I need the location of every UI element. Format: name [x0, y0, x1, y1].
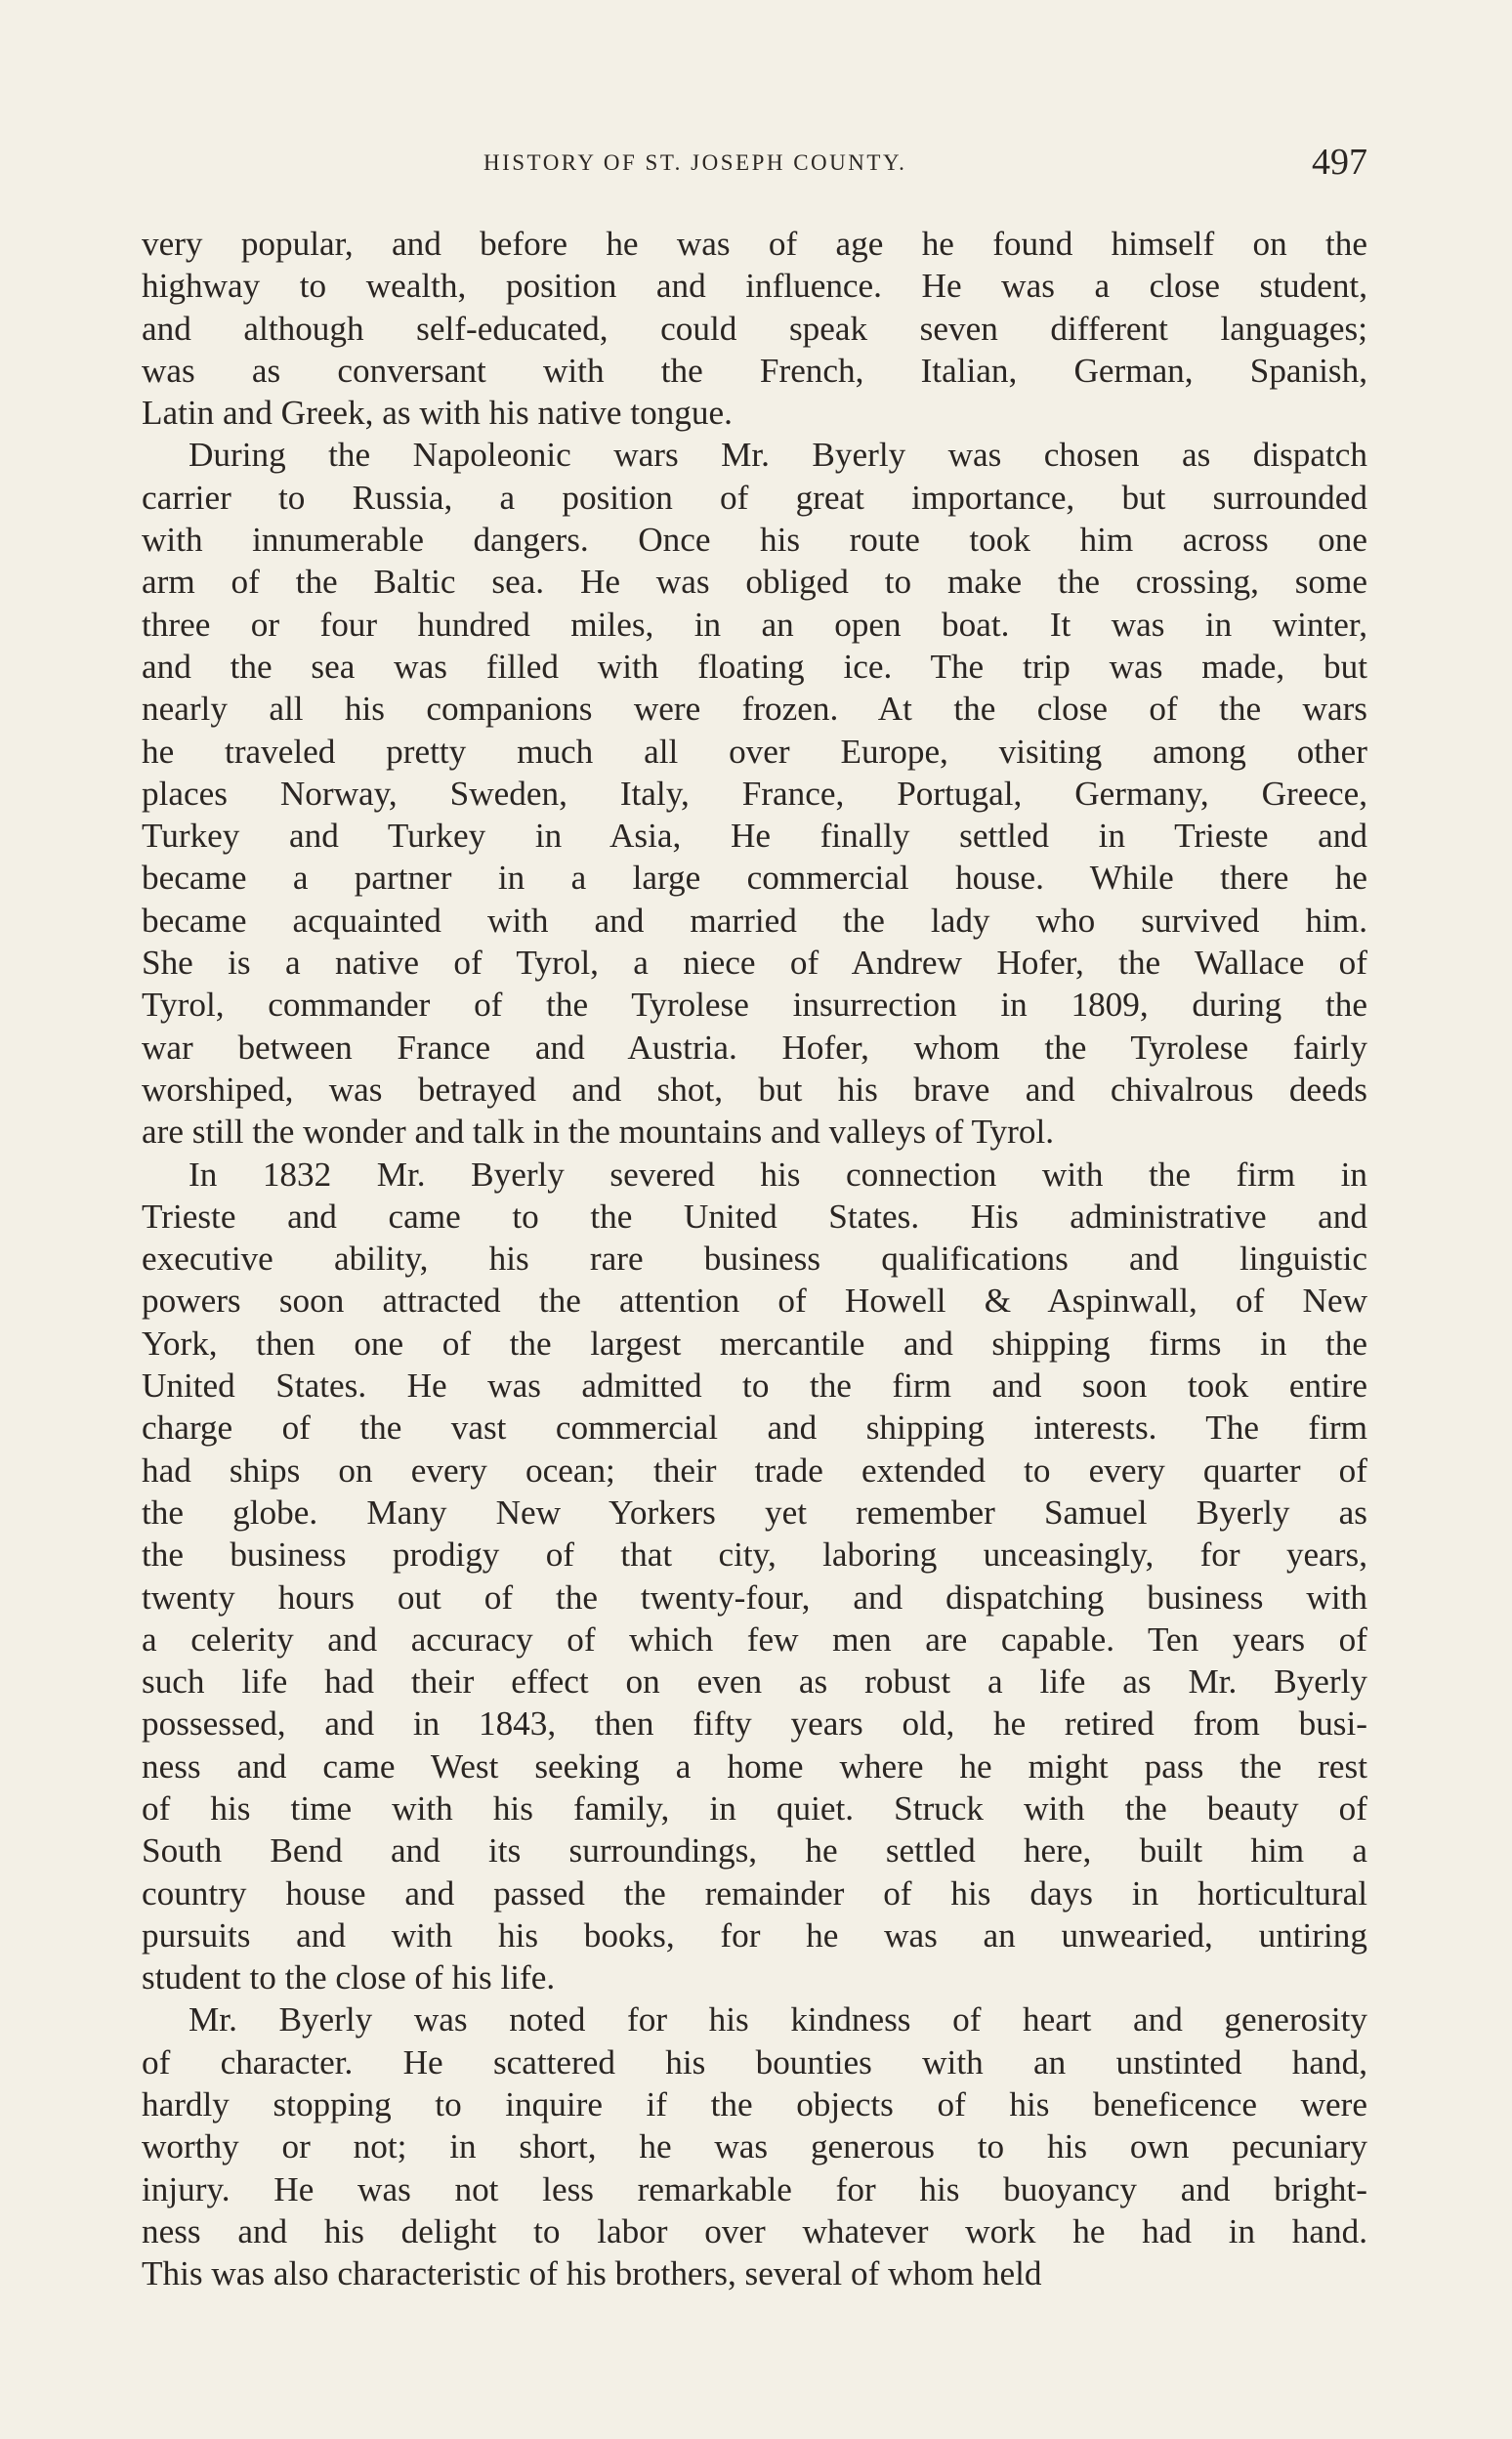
text-line: was as conversant with the French, Italian, German, Spanish, [142, 351, 1367, 390]
text-line: ness and his delight to labor over whatever work he had in hand. [142, 2211, 1367, 2250]
text-line: very popular, and before he was of age he found himself on the [142, 225, 1367, 263]
text-line: South Bend and its surroundings, he settled here, built him a [142, 1831, 1367, 1871]
running-head [142, 142, 1367, 184]
text-line: Mr. Byerly was noted for his kindness of heart and generosity [189, 2000, 1367, 2040]
text-line: are still the wonder and talk in the mountains and valleys of Tyrol. [142, 1113, 1055, 1152]
paragraph [142, 1998, 1367, 2294]
paragraph [142, 434, 1367, 1153]
text-line: became acquainted with and married the lady who survived him. [142, 901, 1367, 940]
text-line: Turkey and Turkey in Asia, He finally settled in Trieste and [142, 817, 1367, 856]
text-line: became a partner in a large commercial house. While there he [142, 859, 1367, 898]
paragraph [142, 1154, 1367, 1999]
text-line: hardly stopping to inquire if the objects of his beneficence were [142, 2085, 1367, 2124]
text-line: of character. He scattered his bounties with an unstinted hand, [142, 2042, 1367, 2082]
text-line: carrier to Russia, a position of great importance, but surrounded [142, 478, 1367, 517]
text-line: worthy or not; in short, he was generous to his own pecuniary [142, 2127, 1367, 2166]
text-line: arm of the Baltic sea. He was obliged to make the crossing, some [142, 563, 1367, 602]
text-line: such life had their effect on even as robust a life as Mr. Byerly [142, 1662, 1367, 1702]
text-line: This was also characteristic of his brothers, several of whom held [142, 2254, 1042, 2293]
text-line: nearly all his companions were frozen. At the close of the wars [142, 690, 1367, 729]
text-line: In 1832 Mr. Byerly severed his connection with the firm in [189, 1155, 1367, 1194]
text-line: twenty hours out of the twenty-four, and dispatching business with [142, 1577, 1367, 1617]
text-line: executive ability, his rare business qualifications and linguistic [142, 1240, 1367, 1279]
text-line: Tyrol, commander of the Tyrolese insurrection in 1809, during the [142, 986, 1367, 1025]
text-line: injury. He was not less remarkable for his buoyancy and bright- [142, 2169, 1367, 2208]
text-line: had ships on every ocean; their trade extended to every quarter of [142, 1451, 1367, 1490]
text-line: pursuits and with his books, for he was an unwearied, untiring [142, 1915, 1367, 1955]
text-line: York, then one of the largest mercantile and shipping firms in the [142, 1324, 1367, 1363]
text-line: the business prodigy of that city, laboring unceasingly, for years, [142, 1535, 1367, 1575]
text-line: ness and came West seeking a home where he might pass the rest [142, 1746, 1367, 1786]
text-line: charge of the vast commercial and shipping interests. The firm [142, 1409, 1367, 1448]
text-line: places Norway, Sweden, Italy, France, Portugal, Germany, Greece, [142, 774, 1367, 813]
text-line: possessed, and in 1843, then fifty years old, he retired from busi- [142, 1704, 1367, 1744]
text-line: he traveled pretty much all over Europe, visiting among other [142, 732, 1367, 771]
text-line: country house and passed the remainder of his days in horticultural [142, 1873, 1367, 1913]
text-line: During the Napoleonic wars Mr. Byerly was chosen as dispatch [189, 436, 1367, 475]
text-line: She is a native of Tyrol, a niece of Andrew Hofer, the Wallace of [142, 944, 1367, 983]
text-line: war between France and Austria. Hofer, whom the Tyrolese fairly [142, 1028, 1367, 1067]
text-line: of his time with his family, in quiet. Struck with the beauty of [142, 1788, 1367, 1828]
text-line: and although self-educated, could speak seven different languages; [142, 309, 1367, 348]
text-line: three or four hundred miles, in an open boat. It was in winter, [142, 605, 1367, 644]
page-number: 497 [1312, 142, 1367, 183]
paragraph [142, 223, 1367, 434]
text-line: powers soon attracted the attention of Howell & Aspinwall, of New [142, 1282, 1367, 1321]
text-line: and the sea was filled with floating ice. The trip was made, but [142, 647, 1367, 686]
text-line: United States. He was admitted to the firm and soon took entire [142, 1367, 1367, 1406]
text-line: a celerity and accuracy of which few men are capable. Ten years of [142, 1619, 1367, 1659]
text-line: highway to wealth, position and influence. He was a close student, [142, 267, 1367, 306]
text-line: worshiped, was betrayed and shot, but his brave and chivalrous deeds [142, 1070, 1367, 1109]
body-text [142, 223, 1367, 2295]
text-line: Trieste and came to the United States. His administrative and [142, 1197, 1367, 1236]
running-title: HISTORY OF ST. JOSEPH COUNTY. [483, 150, 907, 175]
text-line: student to the close of his life. [142, 1958, 556, 1997]
text-line: the globe. Many New Yorkers yet remember Samuel Byerly as [142, 1493, 1367, 1532]
text-line: with innumerable dangers. Once his route took him across one [142, 521, 1367, 560]
text-line: Latin and Greek, as with his native tongue. [142, 394, 733, 433]
